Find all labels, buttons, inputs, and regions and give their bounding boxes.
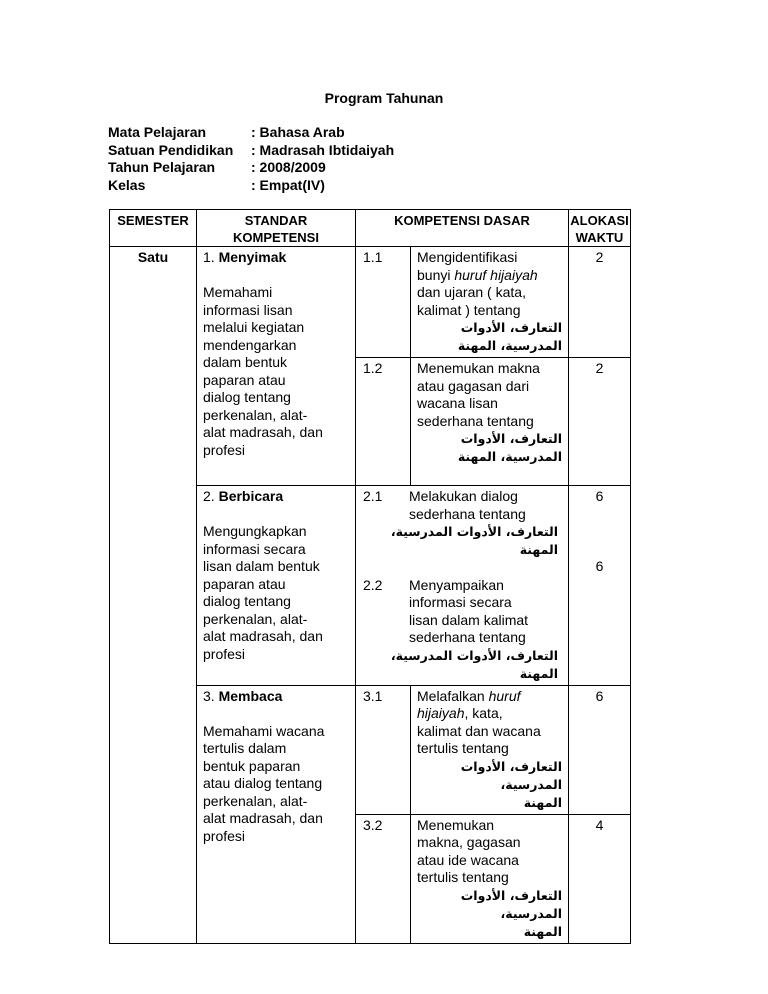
sk-heading [203,249,349,267]
kd-line: makna, gagasan [417,834,521,850]
sk-heading: 2. Berbicara [203,488,284,504]
kd-arabic: التعارف، الأدوات المدرسية، المهنة [390,647,558,681]
sk-number: 3. [203,687,215,704]
kd-number: 1.2 [356,358,411,486]
sk-line: Memahami [203,284,273,300]
document-meta [108,124,394,194]
kd-line: Menemukan makna [417,360,540,376]
meta-value: : Empat(IV) [251,176,325,193]
kd-text-italic: huruf [488,687,521,704]
sk-line: bentuk paparan [203,757,301,774]
kd-line: sederhana tentang [409,505,526,522]
sk-line: alat madrasah, dan [203,628,323,644]
meta-label: Tahun Pelajaran [108,159,216,175]
sk-line: alat madrasah, dan [203,424,323,440]
sk-line: paparan atau [203,575,286,592]
kd-line: atau ide wacana [417,851,519,868]
kd-text [411,247,569,358]
sk-title: Berbicara [218,488,284,504]
kd-number: 2.2 [363,576,383,593]
meta-label: Mata Pelajaran [108,124,207,140]
sk-title: Membaca [218,687,283,704]
sk-line: dalam bentuk [203,354,288,370]
kd-arabic: المدرسية، المهنة [457,338,562,353]
sk-membaca [197,685,356,943]
sk-line: tertulis dalam [203,740,287,756]
sk-line: atau dialog tentang [203,775,323,791]
kd-line: informasi secara [409,594,512,610]
sk-line: perkenalan, alat- [203,406,308,423]
kd-number: 3.1 [356,685,411,814]
table-header-row [110,210,631,247]
kd-text [411,814,569,943]
meta-value: : 2008/2009 [251,159,326,175]
page-title: Program Tahunan [324,90,444,106]
alokasi-value: 2 [569,247,631,358]
kd-number: 3.2 [356,814,411,943]
sk-line: perkenalan, alat- [203,792,308,809]
kd-number: 1.1 [356,247,411,358]
kd-text [411,358,569,486]
kd-line: kalimat ) tentang [417,301,521,318]
kd-arabic: التعارف، الأدوات المدرسية، المهنة [390,524,558,557]
kd-arabic: التعارف، الأدوات المدرسية، [460,887,562,921]
meta-label: Kelas [108,176,146,193]
kd-line [417,688,562,706]
sk-line: paparan atau [203,371,286,388]
kd-arabic: المدرسية، المهنة [457,449,562,464]
header-alokasi-waktu [569,210,631,247]
kd-text-italic: huruf hijaiyah [454,266,538,283]
kd-line: Mengidentifikasi [417,249,518,265]
sk-line: dialog tentang [203,593,291,609]
meta-row-year [108,159,394,177]
sk-line: Memahami wacana [203,722,325,739]
meta-row-subject [108,124,394,142]
alokasi-cell [569,486,631,686]
sk-line: melalui kegiatan [203,319,305,335]
meta-value: : Bahasa Arab [251,124,345,140]
kd-text: Menyampaikan [409,576,504,593]
kd-line [363,488,562,506]
kd-arabic: التعارف، الأدوات [460,431,562,446]
sk-berbicara [197,486,356,686]
kd-text-part: Melafalkan [417,687,489,704]
header-kompetensi-dasar: KOMPETENSI DASAR [356,210,569,247]
sk-line: profesi [203,645,246,662]
sk-line: lisan dalam bentuk [203,558,320,574]
kd-text-part: , kata, [464,705,503,721]
kd-line: tertulis tentang [417,740,509,756]
program-table [109,209,631,944]
header-text: KOMPETENSI [233,230,319,245]
header-text: STANDAR [244,213,308,228]
kd-arabic: المهنة [523,923,562,939]
alokasi-value: 6 [595,488,604,504]
kd-line: Menemukan [417,816,495,833]
sk-line: informasi lisan [203,301,293,318]
meta-row-school [108,142,394,160]
kd-text: Melakukan dialog [409,488,518,504]
sk-line: informasi secara [203,540,306,557]
kd-arabic: التعارف، الأدوات [460,320,562,335]
kd-line: atau gagasan dari [417,377,530,394]
kd-text [411,685,569,814]
sk-line: Mengungkapkan [203,523,307,539]
sk-line: perkenalan, alat- [203,610,308,627]
sk-heading [203,688,349,706]
alokasi-value: 6 [595,557,604,574]
table-row [110,247,631,358]
kd-text-part: bunyi [417,266,455,283]
kd-text-italic: hijaiyah [417,705,465,721]
kd-line: sederhana tentang [409,629,526,645]
kd-block-berbicara [356,486,569,686]
header-standar-kompetensi [197,210,356,247]
sk-line: profesi [203,441,246,458]
alokasi-value: 4 [569,814,631,943]
sk-line: dialog tentang [203,389,291,405]
sk-line: alat madrasah, dan [203,810,323,826]
kd-line: dan ujaran ( kata, [417,284,526,300]
sk-number: 1. [203,249,215,265]
kd-arabic: المهنة [523,794,562,810]
meta-value: : Madrasah Ibtidaiyah [251,141,395,158]
sk-title: Menyimak [218,249,287,265]
kd-line: lisan dalam kalimat [409,611,529,628]
alokasi-value: 2 [569,358,631,486]
kd-line [417,267,562,285]
alokasi-value: 6 [569,685,631,814]
kd-line [417,705,562,723]
kd-line: kalimat dan wacana [417,722,541,739]
sk-line: mendengarkan [203,336,297,353]
kd-line: sederhana tentang [417,412,534,429]
header-text: ALOKASI [570,213,629,228]
sk-menyimak [197,247,356,486]
meta-label: Satuan Pendidikan [108,141,234,158]
kd-number: 2.1 [363,488,383,504]
semester-cell: Satu [110,247,197,944]
kd-line: wacana lisan [417,395,498,411]
kd-line: tertulis tentang [417,869,509,885]
sk-line: profesi [203,827,246,844]
header-text: WAKTU [575,230,624,245]
kd-arabic: التعارف، الأدوات المدرسية، [460,758,562,792]
sk-number: 2 [203,488,211,504]
meta-row-class [108,177,394,195]
header-semester: SEMESTER [110,210,197,247]
kd-line [363,577,562,595]
